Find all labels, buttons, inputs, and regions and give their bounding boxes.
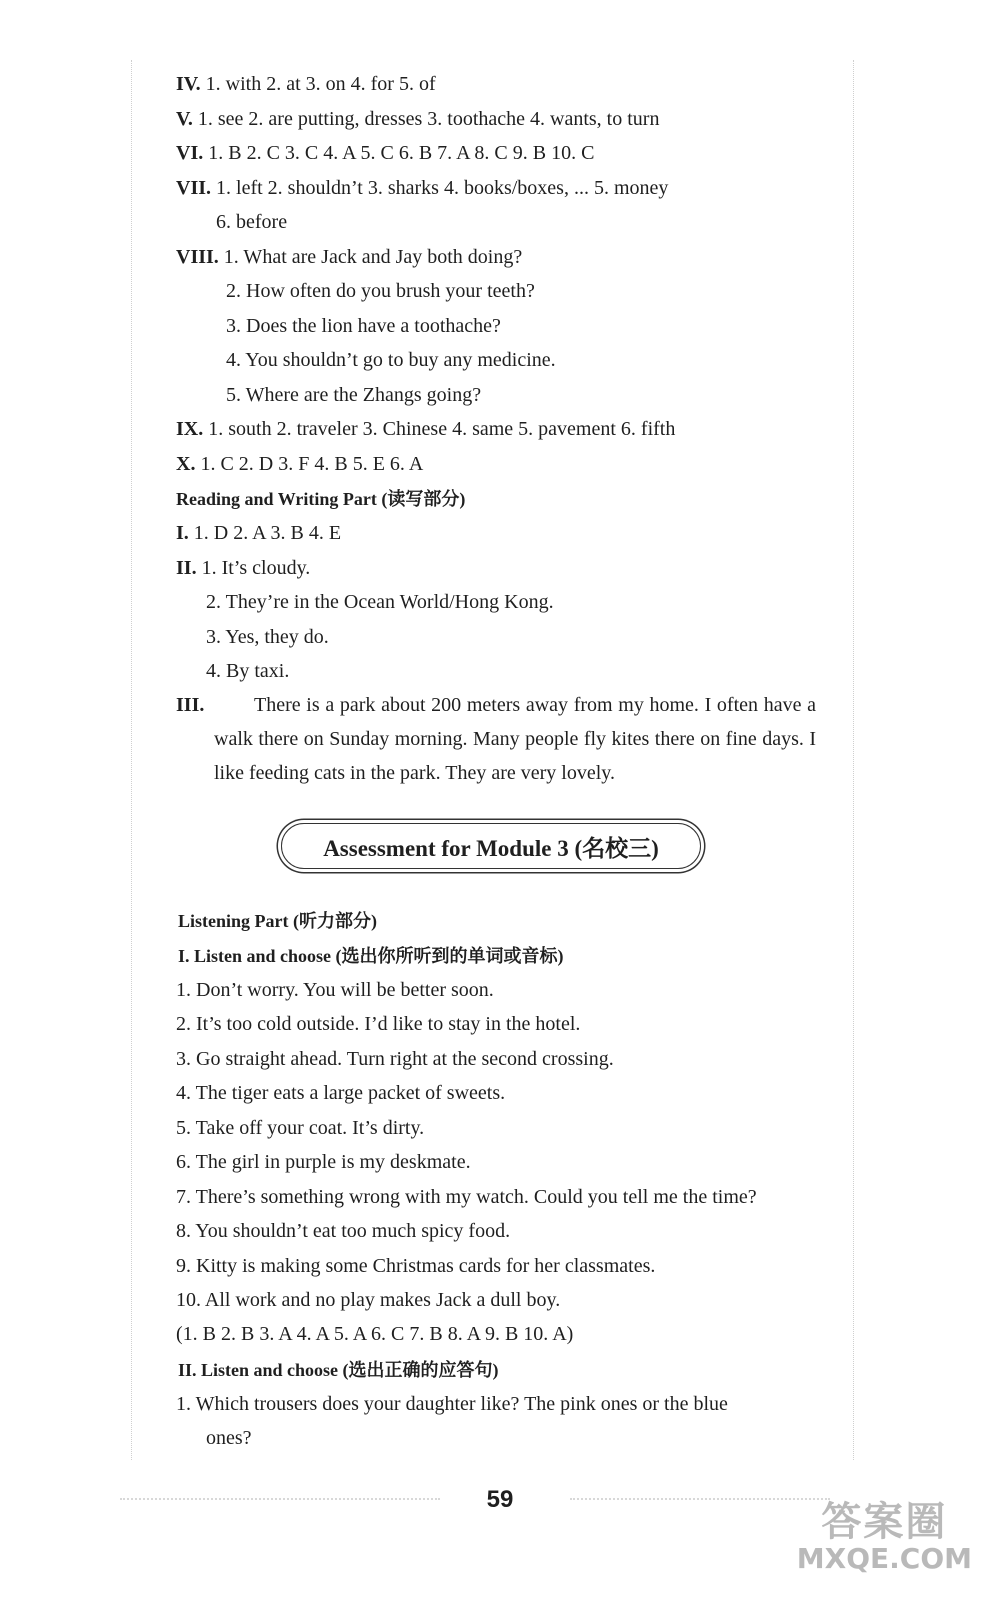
- assessment-title-banner: [281, 823, 701, 869]
- section-label: V.: [176, 108, 193, 130]
- listening-item: 8. You shouldn’t eat too much spicy food.: [176, 1220, 511, 1242]
- listening-item: 10. All work and no play makes Jack a dull boy.: [176, 1289, 561, 1311]
- section-label: IV.: [176, 73, 201, 95]
- listening-item: 5. Take off your coat. It’s dirty.: [176, 1117, 425, 1139]
- footer-dots-right: [570, 1498, 830, 1500]
- listen-choose-ii-heading: II. Listen and choose (选出正确的应答句): [178, 1360, 499, 1380]
- answer-line-rw-ii: [176, 555, 310, 581]
- listening-item: 3. Go straight ahead. Turn right at the second crossing.: [176, 1048, 614, 1070]
- listening-item: 6. The girl in purple is my deskmate.: [176, 1151, 471, 1173]
- answer-text: 1. C 2. D 3. F 4. B 5. E 6. A: [195, 453, 424, 475]
- answer-line-rw-ii-3: 3. Yes, they do.: [206, 626, 329, 648]
- page-edge-right: [853, 60, 854, 1460]
- page-number: 59: [486, 1486, 514, 1513]
- section-label: I.: [176, 522, 189, 544]
- answer-line-vii-cont: 6. before: [216, 211, 288, 233]
- listening-item: 4. The tiger eats a large packet of sweets.: [176, 1082, 506, 1104]
- listening-item: 9. Kitty is making some Christmas cards for her classmates.: [176, 1255, 656, 1277]
- section-label: X.: [176, 453, 196, 475]
- answer-line-viii-2: 2. How often do you brush your teeth?: [226, 280, 535, 302]
- answer-line-viii-4: 4. You shouldn’t go to buy any medicine.: [226, 349, 556, 371]
- listening-answers: (1. B 2. B 3. A 4. A 5. A 6. C 7. B 8. A 9. B 10. A): [176, 1323, 574, 1345]
- writing-paragraph: [176, 688, 816, 790]
- footer-dots-left: [120, 1498, 440, 1500]
- listening-item: 2. It’s too cold outside. I’d like to stay in the hotel.: [176, 1013, 581, 1035]
- section-label: IX.: [176, 418, 204, 440]
- section-label: VII.: [176, 177, 212, 199]
- answer-line-ix: [176, 416, 675, 442]
- reading-writing-heading: Reading and Writing Part (读写部分): [176, 489, 466, 509]
- paragraph-text: There is a park about 200 meters away from my home. I often have a walk there on Sunday morning. Many people fly kites there on fine days. I like feeding cats in the park. They are very lovely.: [214, 694, 816, 784]
- answer-text: 1. left 2. shouldn’t 3. sharks 4. books/boxes, ... 5. money: [211, 177, 669, 199]
- answer-line-rw-ii-2: 2. They’re in the Ocean World/Hong Kong.: [206, 591, 554, 613]
- answer-text: 1. It’s cloudy.: [201, 557, 311, 579]
- section-label: III.: [176, 694, 205, 716]
- section-label: VIII.: [176, 246, 219, 268]
- watermark-logo: 答案圈 MXQE.COM: [796, 1499, 972, 1575]
- listening-heading: Listening Part (听力部分): [178, 911, 377, 931]
- answer-text: 1. south 2. traveler 3. Chinese 4. same 5. pavement 6. fifth: [203, 418, 676, 440]
- answer-line-v: [176, 106, 659, 132]
- answer-line-vi: [176, 140, 594, 166]
- section-label: II.: [176, 557, 197, 579]
- answer-line-viii-5: 5. Where are the Zhangs going?: [226, 384, 482, 406]
- answer-line-iv: [176, 71, 436, 97]
- answer-text: 1. B 2. C 3. C 4. A 5. C 6. B 7. A 8. C 9. B 10. C: [203, 142, 595, 164]
- answer-line-viii-3: 3. Does the lion have a toothache?: [226, 315, 501, 337]
- section-label: VI.: [176, 142, 204, 164]
- listening-item: 1. Don’t worry. You will be better soon.: [176, 979, 494, 1001]
- answer-text: 1. with 2. at 3. on 4. for 5. of: [200, 73, 436, 95]
- listen-choose-heading: I. Listen and choose (选出你所听到的单词或音标): [178, 946, 564, 966]
- answer-line-rw-ii-4: 4. By taxi.: [206, 660, 290, 682]
- page-edge-left: [131, 60, 132, 1460]
- answer-line-rw-i: [176, 520, 341, 546]
- answer-line-x: [176, 451, 423, 477]
- answer-line-viii: [176, 244, 522, 270]
- listening-ii-item: 1. Which trousers does your daughter like? The pink ones or the blue: [176, 1393, 728, 1415]
- answer-text: 1. see 2. are putting, dresses 3. toothache 4. wants, to turn: [192, 108, 660, 130]
- assessment-title: Assessment for Module 3 (名校三): [323, 835, 659, 861]
- listening-ii-item-cont: ones?: [206, 1427, 252, 1449]
- answer-text: 1. What are Jack and Jay both doing?: [223, 246, 523, 268]
- answer-text: 1. D 2. A 3. B 4. E: [188, 522, 342, 544]
- listening-item: 7. There’s something wrong with my watch. Could you tell me the time?: [176, 1186, 757, 1208]
- answer-line-vii: [176, 175, 668, 201]
